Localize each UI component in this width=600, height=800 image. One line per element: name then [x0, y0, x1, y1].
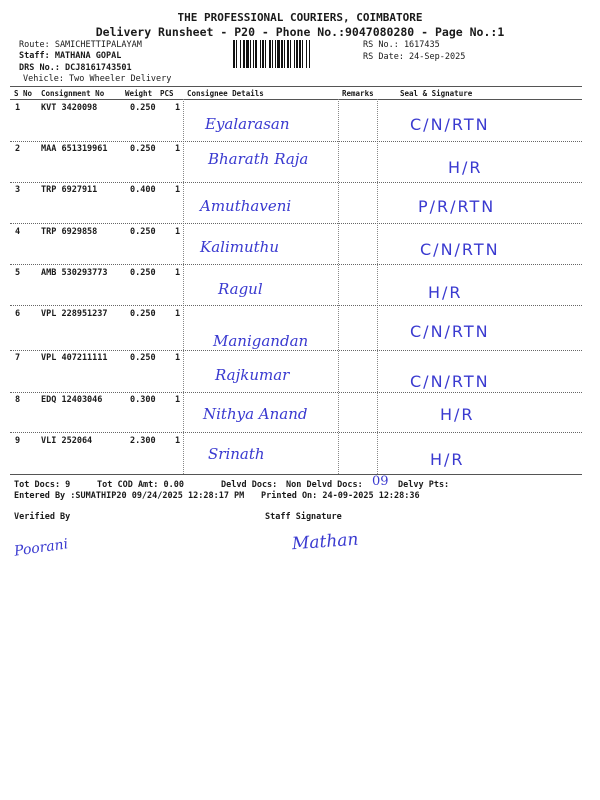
row-consignee-handwritten: Ragul [218, 280, 263, 298]
row-rule [10, 392, 582, 393]
route-text: Route: SAMICHETTIPALAYAM [19, 40, 142, 50]
row-pcs: 1 [175, 436, 181, 446]
row-consignment: MAA 651319961 [41, 144, 108, 154]
row-seal-handwritten: P/R/RTN [418, 197, 496, 216]
delvd-docs: Delvd Docs: [221, 480, 278, 490]
row-seal-handwritten: C/N/RTN [410, 115, 490, 134]
row-weight: 0.250 [130, 268, 156, 278]
row-weight: 0.250 [130, 309, 156, 319]
row-consignee-handwritten: Nithya Anand [203, 405, 308, 423]
barcode [233, 40, 358, 68]
row-rule [10, 305, 582, 306]
row-consignee-handwritten: Manigandan [213, 332, 309, 350]
row-pcs: 1 [175, 395, 181, 405]
barcode-bar [255, 40, 257, 68]
barcode-bar [240, 40, 241, 68]
row-consignment: AMB 530293773 [41, 268, 108, 278]
row-sno: 5 [15, 268, 21, 278]
non-delvd-handwritten: 09 [372, 474, 389, 489]
row-consignment: KVT 3420098 [41, 103, 98, 113]
barcode-bar [265, 40, 266, 68]
row-consignee-handwritten: Amuthaveni [200, 197, 292, 215]
row-consignee-handwritten: Rajkumar [215, 366, 290, 384]
runsheet-subtitle: Delivery Runsheet - P20 - Phone No.:9047080280 - Page No.:1 [95, 25, 505, 39]
col-pcs: PCS [160, 89, 174, 98]
verified-by-label: Verified By [14, 512, 71, 522]
col-consignee: Consignee Details [187, 89, 264, 98]
col-consignment: Consignment No [41, 89, 105, 98]
barcode-bar [284, 40, 285, 68]
row-pcs: 1 [175, 268, 181, 278]
barcode-bar [287, 40, 289, 68]
row-consignment: VLI 252064 [41, 436, 93, 446]
row-sno: 9 [15, 436, 21, 446]
row-seal-handwritten: H/R [428, 283, 463, 302]
barcode-bar [281, 40, 283, 68]
row-pcs: 1 [175, 185, 181, 195]
divider-consignee [183, 99, 184, 474]
row-sno: 1 [15, 103, 21, 113]
delvy-pts: Delvy Pts: [398, 480, 450, 490]
barcode-bar [277, 40, 280, 68]
row-consignee-handwritten: Eyalarasan [205, 115, 290, 133]
staff-signature: Mathan [291, 529, 360, 555]
row-sno: 8 [15, 395, 21, 405]
row-weight: 2.300 [130, 436, 156, 446]
row-rule [10, 264, 582, 265]
barcode-bar [250, 40, 251, 68]
staff-text: Staff: MATHANA GOPAL [19, 51, 122, 61]
drs-number: DRS No.: DCJ8161743501 [19, 63, 132, 73]
barcode-bar [262, 40, 264, 68]
row-consignee-handwritten: Kalimuthu [200, 238, 279, 256]
row-sno: 7 [15, 353, 21, 363]
row-sno: 6 [15, 309, 21, 319]
row-pcs: 1 [175, 103, 181, 113]
row-weight: 0.250 [130, 103, 156, 113]
row-rule [10, 141, 582, 142]
divider-remarks [338, 99, 339, 474]
rs-number: RS No.: 1617435 [363, 40, 440, 50]
row-rule [10, 432, 582, 433]
col-remarks: Remarks [342, 89, 374, 98]
barcode-bar [253, 40, 254, 68]
company-title: THE PROFESSIONAL COURIERS, COIMBATORE [177, 11, 423, 24]
table-header-rule [10, 99, 582, 100]
col-seal: Seal & Signature [400, 89, 473, 98]
barcode-bar [272, 40, 273, 68]
barcode-bar [243, 40, 245, 68]
tot-cod-amt: Tot COD Amt: 0.00 [97, 480, 184, 490]
row-rule [10, 223, 582, 224]
table-top-rule [10, 86, 582, 87]
barcode-bar [299, 40, 301, 68]
row-rule [10, 182, 582, 183]
staff-signature-label: Staff Signature [265, 512, 342, 522]
vehicle-text: Vehicle: Two Wheeler Delivery [23, 74, 172, 84]
row-weight: 0.250 [130, 353, 156, 363]
row-sno: 4 [15, 227, 21, 237]
divider-seal [377, 99, 378, 474]
row-consignment: VPL 228951237 [41, 309, 108, 319]
row-weight: 0.250 [130, 144, 156, 154]
row-pcs: 1 [175, 309, 181, 319]
barcode-bar [294, 40, 295, 68]
row-consignment: TRP 6927911 [41, 185, 98, 195]
row-consignment: TRP 6929858 [41, 227, 98, 237]
verified-by-signature: Poorani [13, 536, 70, 560]
barcode-bar [296, 40, 298, 68]
row-pcs: 1 [175, 353, 181, 363]
row-rule [10, 350, 582, 351]
barcode-bar [236, 40, 237, 68]
printed-on: Printed On: 24-09-2025 12:28:36 [261, 491, 420, 501]
barcode-bar [246, 40, 249, 68]
barcode-bar [302, 40, 303, 68]
row-consignment: EDQ 12403046 [41, 395, 103, 405]
barcode-bar [233, 40, 235, 68]
barcode-bar [269, 40, 271, 68]
entered-by: Entered By :SUMATHIP20 09/24/2025 12:28:17 PM [14, 491, 245, 501]
barcode-bar [260, 40, 261, 68]
row-sno: 3 [15, 185, 21, 195]
barcode-bar [290, 40, 291, 68]
tot-docs: Tot Docs: 9 [14, 480, 71, 490]
row-weight: 0.400 [130, 185, 156, 195]
col-sno: S No [14, 89, 33, 98]
row-pcs: 1 [175, 144, 181, 154]
row-seal-handwritten: H/R [430, 450, 465, 469]
barcode-bar [309, 40, 310, 68]
row-pcs: 1 [175, 227, 181, 237]
barcode-bar [275, 40, 276, 68]
row-consignment: VPL 407211111 [41, 353, 108, 363]
barcode-bar [306, 40, 307, 68]
row-seal-handwritten: C/N/RTN [420, 240, 500, 259]
row-weight: 0.300 [130, 395, 156, 405]
non-delvd-docs: Non Delvd Docs: [286, 480, 363, 490]
col-weight: Weight [125, 89, 153, 98]
row-seal-handwritten: C/N/RTN [410, 372, 490, 391]
row-seal-handwritten: H/R [448, 158, 483, 177]
row-seal-handwritten: C/N/RTN [410, 322, 490, 341]
row-consignee-handwritten: Srinath [208, 445, 265, 463]
row-weight: 0.250 [130, 227, 156, 237]
rs-date: RS Date: 24-Sep-2025 [363, 52, 466, 62]
row-seal-handwritten: H/R [440, 405, 475, 424]
row-sno: 2 [15, 144, 21, 154]
table-bottom-rule [10, 474, 582, 475]
row-consignee-handwritten: Bharath Raja [208, 150, 309, 168]
